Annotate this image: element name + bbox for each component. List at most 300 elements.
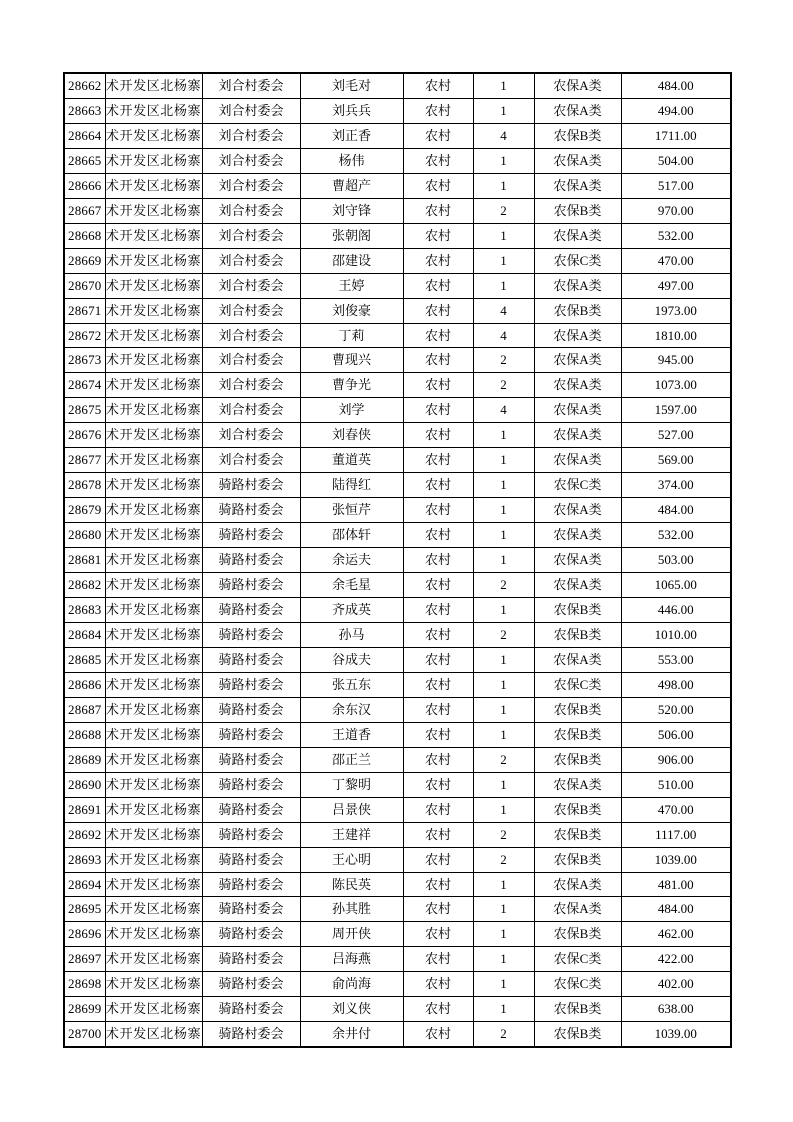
cell-person-name: 孙其胜 (300, 897, 403, 922)
cell-district: 术开发区北杨寨 (105, 548, 202, 573)
table-row (64, 173, 731, 198)
table-row (64, 647, 731, 672)
table-row (64, 622, 731, 647)
cell-insurance-category: 农保A类 (534, 498, 621, 523)
table-row (64, 498, 731, 523)
cell-insurance-category: 农保B类 (534, 997, 621, 1022)
cell-residence-type: 农村 (403, 298, 473, 323)
cell-amount: 374.00 (621, 473, 731, 498)
table-row (64, 473, 731, 498)
cell-person-name: 余井付 (300, 1022, 403, 1047)
cell-person-name: 邵正兰 (300, 747, 403, 772)
cell-insurance-category: 农保A类 (534, 223, 621, 248)
cell-insurance-category: 农保A类 (534, 772, 621, 797)
cell-amount: 470.00 (621, 248, 731, 273)
cell-amount: 484.00 (621, 498, 731, 523)
cell-serial-number: 28689 (64, 747, 105, 772)
cell-person-count: 1 (473, 73, 534, 98)
cell-insurance-category: 农保B类 (534, 922, 621, 947)
cell-person-name: 王心明 (300, 847, 403, 872)
cell-residence-type: 农村 (403, 548, 473, 573)
cell-amount: 481.00 (621, 872, 731, 897)
cell-amount: 510.00 (621, 772, 731, 797)
cell-village-committee: 骑路村委会 (202, 573, 300, 598)
cell-village-committee: 骑路村委会 (202, 847, 300, 872)
cell-residence-type: 农村 (403, 423, 473, 448)
cell-amount: 527.00 (621, 423, 731, 448)
cell-amount: 638.00 (621, 997, 731, 1022)
cell-person-name: 刘学 (300, 398, 403, 423)
cell-serial-number: 28675 (64, 398, 105, 423)
cell-person-count: 4 (473, 398, 534, 423)
cell-insurance-category: 农保A类 (534, 373, 621, 398)
cell-district: 术开发区北杨寨 (105, 847, 202, 872)
cell-district: 术开发区北杨寨 (105, 273, 202, 298)
cell-village-committee: 骑路村委会 (202, 947, 300, 972)
cell-insurance-category: 农保B类 (534, 598, 621, 623)
cell-person-name: 曹现兴 (300, 348, 403, 373)
cell-person-count: 1 (473, 598, 534, 623)
cell-insurance-category: 农保A类 (534, 273, 621, 298)
cell-residence-type: 农村 (403, 722, 473, 747)
cell-village-committee: 骑路村委会 (202, 1022, 300, 1047)
cell-serial-number: 28666 (64, 173, 105, 198)
cell-person-name: 刘春侠 (300, 423, 403, 448)
cell-district: 术开发区北杨寨 (105, 423, 202, 448)
cell-serial-number: 28678 (64, 473, 105, 498)
cell-district: 术开发区北杨寨 (105, 897, 202, 922)
cell-village-committee: 刘合村委会 (202, 173, 300, 198)
cell-village-committee: 骑路村委会 (202, 523, 300, 548)
cell-person-name: 刘俊豪 (300, 298, 403, 323)
cell-serial-number: 28694 (64, 872, 105, 897)
cell-district: 术开发区北杨寨 (105, 73, 202, 98)
cell-amount: 517.00 (621, 173, 731, 198)
cell-amount: 1065.00 (621, 573, 731, 598)
cell-person-name: 陈民英 (300, 872, 403, 897)
cell-district: 术开发区北杨寨 (105, 448, 202, 473)
table-row (64, 872, 731, 897)
cell-person-count: 2 (473, 1022, 534, 1047)
cell-residence-type: 农村 (403, 598, 473, 623)
cell-person-name: 张五东 (300, 672, 403, 697)
table-row (64, 373, 731, 398)
cell-person-count: 4 (473, 298, 534, 323)
cell-serial-number: 28670 (64, 273, 105, 298)
table-row (64, 573, 731, 598)
cell-amount: 446.00 (621, 598, 731, 623)
cell-amount: 1810.00 (621, 323, 731, 348)
cell-village-committee: 刘合村委会 (202, 373, 300, 398)
pension-roster-table (63, 72, 732, 1048)
cell-amount: 569.00 (621, 448, 731, 473)
cell-amount: 484.00 (621, 897, 731, 922)
table-row (64, 722, 731, 747)
cell-person-name: 谷成夫 (300, 647, 403, 672)
cell-serial-number: 28682 (64, 573, 105, 598)
cell-amount: 1711.00 (621, 123, 731, 148)
table-row (64, 248, 731, 273)
cell-insurance-category: 农保A类 (534, 398, 621, 423)
cell-amount: 462.00 (621, 922, 731, 947)
cell-district: 术开发区北杨寨 (105, 573, 202, 598)
cell-person-name: 刘守锋 (300, 198, 403, 223)
cell-person-count: 1 (473, 548, 534, 573)
cell-serial-number: 28672 (64, 323, 105, 348)
cell-residence-type: 农村 (403, 323, 473, 348)
table-row (64, 897, 731, 922)
cell-serial-number: 28698 (64, 972, 105, 997)
cell-village-committee: 刘合村委会 (202, 98, 300, 123)
cell-insurance-category: 农保A类 (534, 173, 621, 198)
cell-amount: 1039.00 (621, 1022, 731, 1047)
table-row (64, 98, 731, 123)
cell-person-name: 王建祥 (300, 822, 403, 847)
cell-district: 术开发区北杨寨 (105, 373, 202, 398)
cell-person-count: 1 (473, 797, 534, 822)
table-row (64, 123, 731, 148)
cell-person-name: 曹争光 (300, 373, 403, 398)
cell-residence-type: 农村 (403, 697, 473, 722)
cell-person-name: 刘兵兵 (300, 98, 403, 123)
table-row (64, 198, 731, 223)
cell-village-committee: 刘合村委会 (202, 423, 300, 448)
cell-residence-type: 农村 (403, 523, 473, 548)
cell-serial-number: 28697 (64, 947, 105, 972)
cell-district: 术开发区北杨寨 (105, 248, 202, 273)
cell-district: 术开发区北杨寨 (105, 922, 202, 947)
cell-residence-type: 农村 (403, 173, 473, 198)
cell-district: 术开发区北杨寨 (105, 298, 202, 323)
cell-person-name: 董道英 (300, 448, 403, 473)
cell-insurance-category: 农保B类 (534, 198, 621, 223)
table-row (64, 223, 731, 248)
cell-serial-number: 28687 (64, 697, 105, 722)
cell-district: 术开发区北杨寨 (105, 947, 202, 972)
table-row (64, 697, 731, 722)
cell-person-count: 1 (473, 498, 534, 523)
cell-person-count: 1 (473, 872, 534, 897)
table-row (64, 148, 731, 173)
cell-district: 术开发区北杨寨 (105, 523, 202, 548)
cell-village-committee: 骑路村委会 (202, 922, 300, 947)
cell-serial-number: 28691 (64, 797, 105, 822)
cell-residence-type: 农村 (403, 448, 473, 473)
cell-district: 术开发区北杨寨 (105, 173, 202, 198)
cell-person-count: 1 (473, 922, 534, 947)
table-row (64, 273, 731, 298)
table-row (64, 73, 731, 98)
cell-district: 术开发区北杨寨 (105, 398, 202, 423)
table-row (64, 298, 731, 323)
cell-amount: 1010.00 (621, 622, 731, 647)
cell-insurance-category: 农保C类 (534, 248, 621, 273)
cell-residence-type: 农村 (403, 922, 473, 947)
cell-district: 术开发区北杨寨 (105, 1022, 202, 1047)
cell-person-count: 2 (473, 373, 534, 398)
cell-village-committee: 刘合村委会 (202, 298, 300, 323)
cell-district: 术开发区北杨寨 (105, 498, 202, 523)
cell-person-count: 2 (473, 822, 534, 847)
cell-person-name: 刘毛对 (300, 73, 403, 98)
cell-residence-type: 农村 (403, 398, 473, 423)
cell-person-name: 俞尚海 (300, 972, 403, 997)
cell-insurance-category: 农保B类 (534, 797, 621, 822)
cell-serial-number: 28681 (64, 548, 105, 573)
cell-serial-number: 28686 (64, 672, 105, 697)
cell-insurance-category: 农保C类 (534, 972, 621, 997)
cell-person-count: 1 (473, 947, 534, 972)
cell-district: 术开发区北杨寨 (105, 672, 202, 697)
cell-insurance-category: 农保C类 (534, 473, 621, 498)
cell-person-count: 1 (473, 672, 534, 697)
cell-person-count: 2 (473, 348, 534, 373)
cell-person-count: 1 (473, 273, 534, 298)
cell-person-count: 1 (473, 772, 534, 797)
cell-village-committee: 刘合村委会 (202, 398, 300, 423)
cell-residence-type: 农村 (403, 972, 473, 997)
cell-serial-number: 28671 (64, 298, 105, 323)
cell-insurance-category: 农保B类 (534, 722, 621, 747)
cell-serial-number: 28669 (64, 248, 105, 273)
cell-district: 术开发区北杨寨 (105, 198, 202, 223)
cell-person-count: 1 (473, 423, 534, 448)
cell-person-name: 曹超产 (300, 173, 403, 198)
cell-district: 术开发区北杨寨 (105, 647, 202, 672)
cell-insurance-category: 农保A类 (534, 523, 621, 548)
table-row (64, 423, 731, 448)
cell-person-count: 1 (473, 98, 534, 123)
cell-residence-type: 农村 (403, 647, 473, 672)
cell-amount: 945.00 (621, 348, 731, 373)
cell-person-name: 吕海燕 (300, 947, 403, 972)
cell-village-committee: 刘合村委会 (202, 223, 300, 248)
table-row (64, 747, 731, 772)
cell-person-count: 1 (473, 647, 534, 672)
cell-person-count: 1 (473, 473, 534, 498)
cell-insurance-category: 农保A类 (534, 348, 621, 373)
cell-district: 术开发区北杨寨 (105, 123, 202, 148)
cell-village-committee: 骑路村委会 (202, 598, 300, 623)
table-row (64, 997, 731, 1022)
cell-serial-number: 28676 (64, 423, 105, 448)
cell-serial-number: 28696 (64, 922, 105, 947)
cell-serial-number: 28679 (64, 498, 105, 523)
cell-serial-number: 28693 (64, 847, 105, 872)
cell-district: 术开发区北杨寨 (105, 323, 202, 348)
cell-insurance-category: 农保B类 (534, 123, 621, 148)
cell-village-committee: 刘合村委会 (202, 448, 300, 473)
table-row (64, 598, 731, 623)
cell-person-count: 2 (473, 847, 534, 872)
cell-amount: 1039.00 (621, 847, 731, 872)
cell-amount: 506.00 (621, 722, 731, 747)
cell-residence-type: 农村 (403, 1022, 473, 1047)
cell-village-committee: 骑路村委会 (202, 997, 300, 1022)
cell-district: 术开发区北杨寨 (105, 697, 202, 722)
cell-person-count: 1 (473, 173, 534, 198)
cell-residence-type: 农村 (403, 622, 473, 647)
table-row (64, 448, 731, 473)
cell-serial-number: 28683 (64, 598, 105, 623)
cell-person-name: 丁黎明 (300, 772, 403, 797)
cell-insurance-category: 农保C类 (534, 947, 621, 972)
cell-amount: 520.00 (621, 697, 731, 722)
cell-district: 术开发区北杨寨 (105, 223, 202, 248)
table-row (64, 772, 731, 797)
cell-person-name: 王婷 (300, 273, 403, 298)
cell-serial-number: 28663 (64, 98, 105, 123)
cell-serial-number: 28667 (64, 198, 105, 223)
table-row (64, 1022, 731, 1047)
cell-amount: 494.00 (621, 98, 731, 123)
cell-person-name: 杨伟 (300, 148, 403, 173)
cell-insurance-category: 农保B类 (534, 1022, 621, 1047)
cell-serial-number: 28662 (64, 73, 105, 98)
table-row (64, 523, 731, 548)
cell-village-committee: 刘合村委会 (202, 123, 300, 148)
cell-residence-type: 农村 (403, 897, 473, 922)
cell-serial-number: 28700 (64, 1022, 105, 1047)
cell-person-name: 邵建设 (300, 248, 403, 273)
cell-district: 术开发区北杨寨 (105, 997, 202, 1022)
cell-person-name: 丁莉 (300, 323, 403, 348)
cell-serial-number: 28674 (64, 373, 105, 398)
cell-district: 术开发区北杨寨 (105, 622, 202, 647)
cell-person-name: 齐成英 (300, 598, 403, 623)
cell-person-count: 2 (473, 622, 534, 647)
cell-serial-number: 28668 (64, 223, 105, 248)
cell-village-committee: 骑路村委会 (202, 797, 300, 822)
cell-residence-type: 农村 (403, 373, 473, 398)
cell-person-name: 刘义侠 (300, 997, 403, 1022)
table-row (64, 947, 731, 972)
cell-amount: 1973.00 (621, 298, 731, 323)
cell-serial-number: 28692 (64, 822, 105, 847)
cell-person-name: 余运夫 (300, 548, 403, 573)
table-row (64, 323, 731, 348)
table-row (64, 847, 731, 872)
table-row (64, 972, 731, 997)
cell-person-count: 1 (473, 722, 534, 747)
cell-amount: 497.00 (621, 273, 731, 298)
cell-district: 术开发区北杨寨 (105, 872, 202, 897)
cell-serial-number: 28677 (64, 448, 105, 473)
cell-insurance-category: 农保C类 (534, 672, 621, 697)
cell-serial-number: 28680 (64, 523, 105, 548)
cell-person-name: 邵体轩 (300, 523, 403, 548)
cell-person-name: 王道香 (300, 722, 403, 747)
cell-residence-type: 农村 (403, 98, 473, 123)
cell-amount: 906.00 (621, 747, 731, 772)
cell-insurance-category: 农保B类 (534, 847, 621, 872)
cell-person-count: 1 (473, 897, 534, 922)
cell-residence-type: 农村 (403, 273, 473, 298)
cell-district: 术开发区北杨寨 (105, 473, 202, 498)
cell-village-committee: 骑路村委会 (202, 622, 300, 647)
cell-residence-type: 农村 (403, 198, 473, 223)
cell-insurance-category: 农保B类 (534, 822, 621, 847)
cell-amount: 1073.00 (621, 373, 731, 398)
table-row (64, 797, 731, 822)
cell-insurance-category: 农保A类 (534, 323, 621, 348)
cell-insurance-category: 农保A类 (534, 573, 621, 598)
cell-serial-number: 28673 (64, 348, 105, 373)
cell-insurance-category: 农保A类 (534, 647, 621, 672)
table-row (64, 822, 731, 847)
cell-person-count: 1 (473, 148, 534, 173)
cell-amount: 532.00 (621, 523, 731, 548)
cell-person-count: 1 (473, 697, 534, 722)
cell-amount: 484.00 (621, 73, 731, 98)
cell-village-committee: 骑路村委会 (202, 897, 300, 922)
cell-person-count: 2 (473, 573, 534, 598)
cell-serial-number: 28665 (64, 148, 105, 173)
cell-village-committee: 骑路村委会 (202, 672, 300, 697)
cell-village-committee: 骑路村委会 (202, 747, 300, 772)
cell-village-committee: 刘合村委会 (202, 348, 300, 373)
cell-person-name: 张朝阁 (300, 223, 403, 248)
cell-person-name: 余毛星 (300, 573, 403, 598)
cell-residence-type: 农村 (403, 348, 473, 373)
cell-insurance-category: 农保A类 (534, 897, 621, 922)
cell-insurance-category: 农保B类 (534, 622, 621, 647)
table-row (64, 348, 731, 373)
cell-district: 术开发区北杨寨 (105, 772, 202, 797)
cell-village-committee: 骑路村委会 (202, 498, 300, 523)
cell-district: 术开发区北杨寨 (105, 598, 202, 623)
cell-serial-number: 28685 (64, 647, 105, 672)
cell-person-count: 1 (473, 972, 534, 997)
cell-serial-number: 28664 (64, 123, 105, 148)
cell-village-committee: 刘合村委会 (202, 148, 300, 173)
cell-insurance-category: 农保A类 (534, 448, 621, 473)
cell-residence-type: 农村 (403, 123, 473, 148)
cell-person-count: 1 (473, 523, 534, 548)
cell-person-count: 2 (473, 747, 534, 772)
cell-district: 术开发区北杨寨 (105, 98, 202, 123)
cell-village-committee: 刘合村委会 (202, 248, 300, 273)
cell-person-name: 吕景侠 (300, 797, 403, 822)
cell-residence-type: 农村 (403, 872, 473, 897)
cell-insurance-category: 农保A类 (534, 872, 621, 897)
cell-insurance-category: 农保B类 (534, 298, 621, 323)
cell-village-committee: 刘合村委会 (202, 198, 300, 223)
cell-village-committee: 刘合村委会 (202, 323, 300, 348)
cell-residence-type: 农村 (403, 772, 473, 797)
table-row (64, 672, 731, 697)
cell-insurance-category: 农保B类 (534, 747, 621, 772)
cell-district: 术开发区北杨寨 (105, 822, 202, 847)
cell-insurance-category: 农保A类 (534, 423, 621, 448)
cell-village-committee: 骑路村委会 (202, 697, 300, 722)
cell-person-count: 1 (473, 248, 534, 273)
cell-residence-type: 农村 (403, 148, 473, 173)
cell-person-name: 张恒芹 (300, 498, 403, 523)
cell-residence-type: 农村 (403, 73, 473, 98)
cell-village-committee: 骑路村委会 (202, 473, 300, 498)
cell-insurance-category: 农保A类 (534, 548, 621, 573)
cell-person-count: 1 (473, 997, 534, 1022)
cell-amount: 1597.00 (621, 398, 731, 423)
cell-amount: 970.00 (621, 198, 731, 223)
cell-serial-number: 28690 (64, 772, 105, 797)
cell-village-committee: 骑路村委会 (202, 772, 300, 797)
cell-amount: 1117.00 (621, 822, 731, 847)
cell-residence-type: 农村 (403, 997, 473, 1022)
cell-person-name: 余东汉 (300, 697, 403, 722)
cell-village-committee: 刘合村委会 (202, 273, 300, 298)
